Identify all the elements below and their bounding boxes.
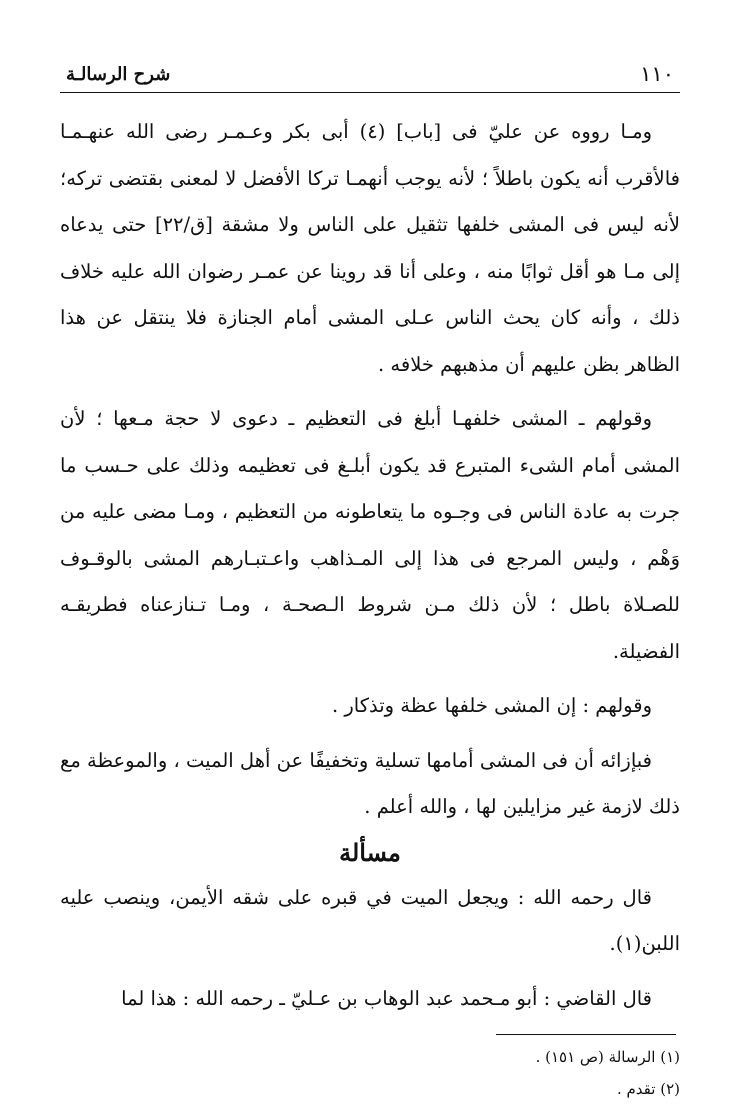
footnote-divider: [496, 1034, 676, 1035]
body-text: [60, 109, 680, 1022]
paragraph: ومـا رووه عن عليّ فى [باب] (٤) أبى بكر وعـمـر رضى الله عنهـمـا فالأقرب أنه يكون باطلاً ؛ لأنه يوجب أنهمـا تركا الأفضل لا لمعنى بقتضى تركه؛ لأنه ليس فى المشى خلفها تثقيل على الناس ولا مشقة [ق/٢٢] حتى يدعاه إلى مـا هو أقل ثوابًا منه ، وعلى أنا قد روينا عن عمـر رضوان الله عليه خلاف ذلك ، وأنه كان يحث الناس عـلى المشى أمام الجنازة فلا ينتقل عن هذا الظاهر بظن عليهم أن مذهبهم خلافه .: [60, 120, 681, 376]
paragraph: قال رحمه الله : ويجعل الميت في قبره على شقه الأيمن، وينصب عليه اللبن(١).: [60, 885, 680, 955]
section-heading: مسألة: [339, 837, 401, 867]
paragraph: وقولهم : إن المشى خلفها عظة وتذكار .: [331, 694, 652, 717]
document-page: [60, 58, 680, 1105]
paragraph: وقولهم ـ المشى خلفهـا أبلغ فى التعظيم ـ دعوى لا حجة مـعها ؛ لأن المشى أمام الشىء المتبرع قد يكون أبلـغ فى تعظيمه وذلك على حـسب ما جرت به عادة الناس فى وجـوه ما يتعاطونه من التعظيم ، ومـا مضى عليه من وَهْم ، وليس المرجع فى هذا إلى المـذاهب واعـتبـارهم المشى بالوقـوف للصـلاة باطل ؛ لأن ذلك مـن شروط الـصحـة ، ومـا تـنازعناه فطريقـه الفضيلة.: [60, 407, 680, 663]
footnote: (١) الرسالة (ص ١٥١) .: [535, 1048, 680, 1066]
footnote: (٢) تقدم .: [616, 1080, 680, 1098]
running-title: شرح الرسالـة: [66, 64, 171, 85]
paragraph: قال القاضي : أبو مـحمد عبد الوهاب بن عـليّ ـ رحمه الله : هذا لما: [121, 986, 652, 1010]
page-number: ١١٠: [640, 62, 674, 86]
page-header: [60, 58, 680, 93]
paragraph: فبإزائه أن فى المشى أمامها تسلية وتخفيفًا عن أهل الميت ، والموعظة مع ذلك لازمة غير مزايلين لها ، والله أعلم .: [60, 748, 680, 818]
footnotes: [60, 1041, 680, 1105]
